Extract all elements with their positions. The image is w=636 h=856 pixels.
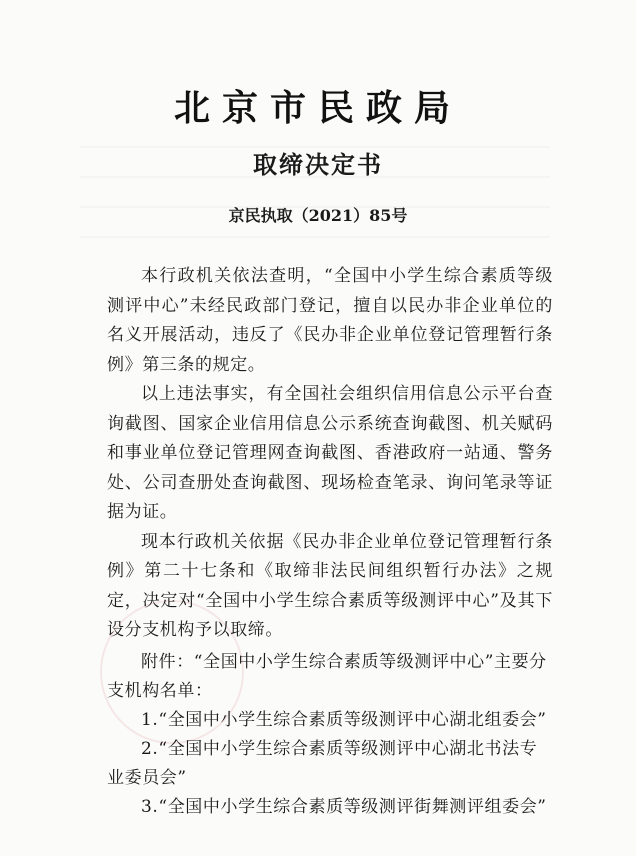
annex-item: 3.“全国中小学生综合素质等级测评街舞测评组委会” (141, 797, 547, 817)
annex-item: 1.“全国中小学生综合素质等级测评中心湖北组委会” (141, 710, 547, 730)
paragraph-evidence: 以上违法事实，有全国社会组织信用信息公示平台查询截图、国家企业信用信息公示系统查询截图、机关赋码和事业单位登记管理网查询截图、香港政府一站通、警务处、公司查册处查询截图、现场检查笔录、询问笔录等证据为证。 (107, 384, 553, 522)
annex-section (107, 648, 553, 822)
paragraph-findings: 本行政机关依法查明，“全国中小学生综合素质等级测评中心”未经民政部门登记，擅自以民办非企业单位的名义开展活动，违反了《民办非企业单位登记管理暂行条例》第三条的规定。 (107, 266, 553, 375)
issuer-heading: 北京市民政局 (173, 87, 462, 129)
paragraph-decision: 现本行政机关依据《民办非企业单位登记管理暂行条例》第二十七条和《取缔非法民间组织暂行办法》之规定，决定对“全国中小学生综合素质等级测评中心”及其下设分支机构予以取缔。 (107, 531, 553, 640)
document-number: 京民执取（2021）85号 (228, 206, 408, 225)
annex-heading: 附件：“全国中小学生综合素质等级测评中心”主要分支机构名单： (107, 652, 547, 701)
annex-item: 2.“全国中小学生综合素质等级测评中心湖北书法专业委员会” (107, 739, 538, 788)
document-title: 取缔决定书 (253, 150, 383, 179)
bleed-through-lines (80, 118, 550, 258)
body-text (107, 262, 553, 646)
